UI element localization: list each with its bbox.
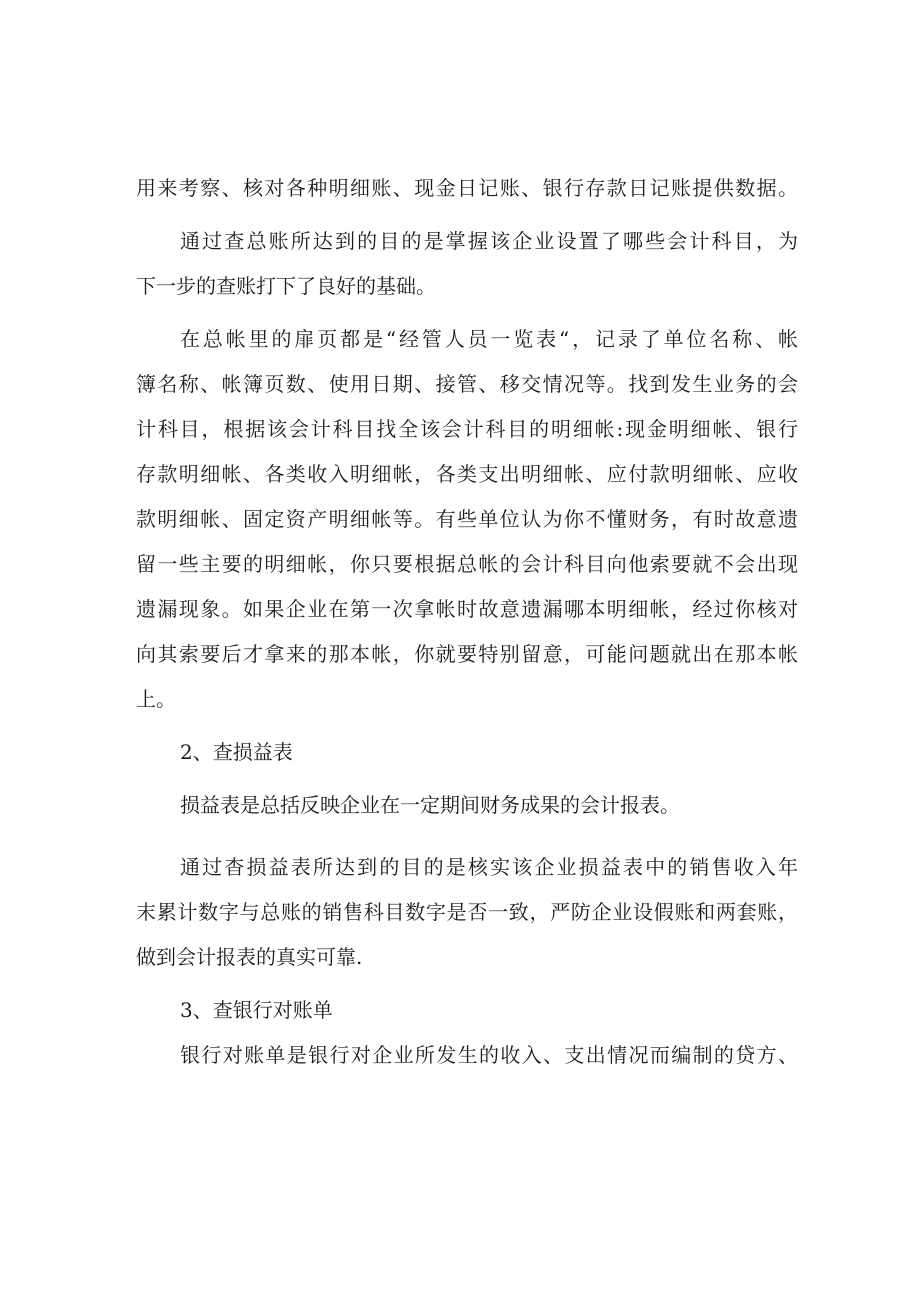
text-line: 通过查总账所达到的目的是掌握该企业设置了哪些会计科目，为 bbox=[180, 229, 798, 253]
text-line: 在总帐里的扉页都是“经管人员一览表“，记录了单位名称、帐 bbox=[180, 327, 798, 351]
text-line: 留一些主要的明细帐，你只要根据总帐的会计科目向他索要就不会出现 bbox=[136, 552, 798, 576]
text-line: 遗漏现象。如果企业在第一次拿帐时故意遗漏哪本明细帐，经过你核对 bbox=[136, 597, 798, 621]
text-line: 末累计数字与总账的销售科目数字是否一致，严防企业设假账和两套账， bbox=[136, 900, 798, 924]
text-line: 用来考察、核对各种明细账、现金日记账、银行存款日记账提供数据。 bbox=[136, 176, 798, 200]
text-line: 损益表是总括反映企业在一定期间财务成果的会计报表。 bbox=[180, 793, 680, 817]
text-line: 通过杳损益表所达到的目的是核实该企业损益表中的销售收入年 bbox=[180, 855, 798, 879]
text-line: 存款明细帐、各类收入明细帐，各类支出明细帐、应付款明细帐、应收 bbox=[136, 462, 798, 486]
text-line: 向其索要后才拿来的那本帐，你就要特别留意，可能问题就出在那本帐 bbox=[136, 642, 798, 666]
section-heading: 2、查损益表 bbox=[180, 740, 293, 764]
text-line: 簿名称、帐簿页数、使用日期、接管、移交情况等。找到发生业务的会 bbox=[136, 372, 798, 396]
text-line: 上。 bbox=[136, 687, 176, 711]
document-body bbox=[136, 166, 798, 1078]
section-heading: 3、查银行对账单 bbox=[180, 998, 333, 1022]
text-line: 银行对账单是银行对企业所发生的收入、支出情况而编制的贷方、 bbox=[180, 1043, 798, 1067]
text-line: 做到会计报表的真实可靠. bbox=[136, 945, 363, 969]
text-line: 下一步的查账打下了良好的基础。 bbox=[136, 274, 436, 298]
text-line: 计科目，根据该会计科目找全该会计科目的明细帐:现金明细帐、银行 bbox=[136, 417, 798, 441]
text-line: 款明细帐、固定资产明细帐等。有些单位认为你不懂财务，有时故意遗 bbox=[136, 507, 798, 531]
